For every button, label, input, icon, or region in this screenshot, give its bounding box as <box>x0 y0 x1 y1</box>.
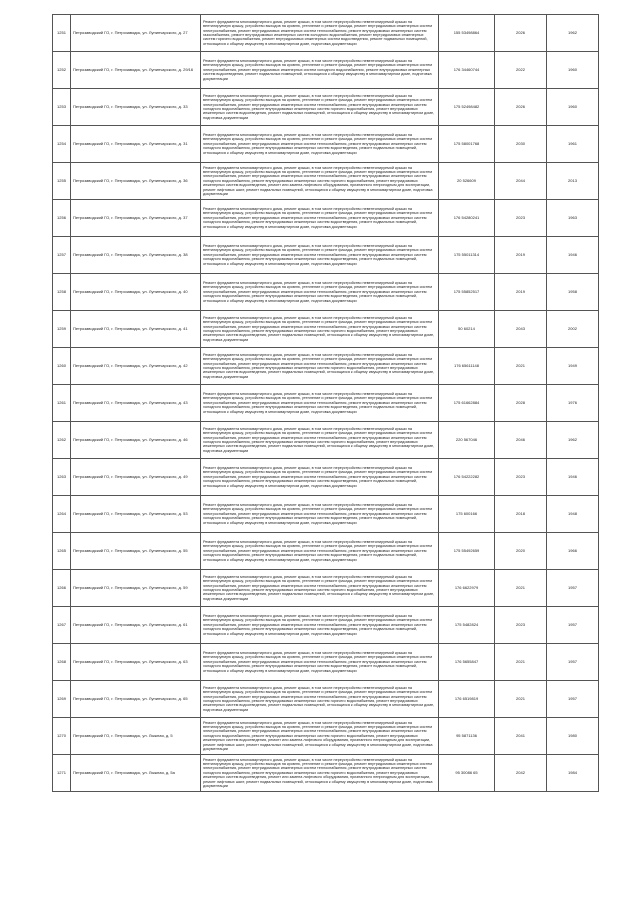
built-year-cell: 1984 <box>547 755 599 792</box>
works-description-cell: Ремонт фундамента многоквартирного дома, ремонт крыши, в том числе переустройство невентилируемой крыши на вентилируемую крышу, устройство выходов на кровлю, утепление и ремонт фасада, ремонт внутридомовых инженерных систем электроснабжения, ремонт внутридомовых инженерных систем теплоснабжения, ремонт внутридомовых инженерных систем холодного водоснабжения, ремонт внутридомовых инженерных систем горячего водоснабжения, ремонт внутридомовых инженерных систем водоотведения, ремонт подвальных помещений, относящихся к общему имуществу в многоквартирном доме, подготовка документации <box>201 89 439 126</box>
row-number-cell: 1266 <box>53 570 71 607</box>
cost-cell: 176 54280241 <box>439 200 495 237</box>
cost-cell: 175 55852517 <box>439 274 495 311</box>
built-year-cell: 1960 <box>547 52 599 89</box>
works-description-cell: Ремонт фундамента многоквартирного дома, ремонт крыши, в том числе переустройство невентилируемой крыши на вентилируемую крышу, устройство выходов на кровлю, утепление и ремонт фасада, ремонт внутридомовых инженерных систем электроснабжения, ремонт внутридомовых инженерных систем теплоснабжения, ремонт внутридомовых инженерных систем холодного водоснабжения, ремонт внутридомовых инженерных систем горячего водоснабжения, ремонт внутридомовых инженерных систем водоотведения, ремонт подвальных помещений, относящихся к общему имуществу в многоквартирном доме, подготовка документации <box>201 311 439 348</box>
address-cell: Петрозаводский ГО, г. Петрозаводск, ул. Лунинчарского, д. 46 <box>71 422 201 459</box>
cost-cell: 20 526609 <box>439 163 495 200</box>
cost-cell: 175 55492659 <box>439 533 495 570</box>
table-row <box>53 274 599 311</box>
table-body <box>53 15 599 792</box>
cost-cell: 175 55011314 <box>439 237 495 274</box>
planned-year-cell: 2021 <box>495 681 547 718</box>
planned-year-cell: 2020 <box>495 533 547 570</box>
works-description-cell: Ремонт фундамента многоквартирного дома, ремонт крыши, в том числе переустройство невентилируемой крыши на вентилируемую крышу, устройство выходов на кровлю, утепление и ремонт фасада, ремонт внутридомовых инженерных систем электроснабжения, ремонт внутридомовых инженерных систем холодного водоснабжения, ремонт внутридомовых инженерных систем водоотведения, ремонт подвальных помещений, относящихся к общему имуществу в многоквартирном доме, подготовка документации <box>201 52 439 89</box>
cost-cell: 220 567046 <box>439 422 495 459</box>
planned-year-cell: 2021 <box>495 348 547 385</box>
address-cell: Петрозаводский ГО, г. Петрозаводск, ул. Лунинчарского, д. 27 <box>71 15 201 52</box>
planned-year-cell: 2018 <box>495 496 547 533</box>
address-cell: Петрозаводский ГО, г. Петрозаводск, ул. Лунинчарского, д. 38 <box>71 237 201 274</box>
planned-year-cell: 2046 <box>495 422 547 459</box>
planned-year-cell: 2022 <box>495 52 547 89</box>
table-row <box>53 89 599 126</box>
cost-cell: 176 65611148 <box>439 348 495 385</box>
table-row <box>53 422 599 459</box>
address-cell: Петрозаводский ГО, г. Петрозаводск, ул. Лунинчарского, д. 55 <box>71 533 201 570</box>
works-description-cell: Ремонт фундамента многоквартирного дома, ремонт крыши, в том числе переустройство невентилируемой крыши на вентилируемую крышу, устройство выходов на кровлю, утепление и ремонт фасада, ремонт внутридомовых инженерных систем электроснабжения, ремонт внутридомовых инженерных систем теплоснабжения, ремонт внутридомовых инженерных систем холодного водоснабжения, ремонт внутридомовых инженерных систем водоотведения, ремонт подвальных помещений, относящихся к общему имуществу в многоквартирном доме, подготовка документации <box>201 459 439 496</box>
works-description-cell: Ремонт фундамента многоквартирного дома, ремонт крыши, в том числе переустройство невентилируемой крыши на вентилируемую крышу, устройство выходов на кровлю, утепление и ремонт фасада, ремонт внутридомовых инженерных систем электроснабжения, ремонт внутридомовых инженерных систем теплоснабжения, ремонт внутридомовых инженерных систем холодного водоснабжения, ремонт внутридомовых инженерных систем водоотведения, ремонт подвальных помещений, относящихся к общему имуществу в многоквартирном доме, подготовка документации <box>201 533 439 570</box>
row-number-cell: 1264 <box>53 496 71 533</box>
row-number-cell: 1268 <box>53 644 71 681</box>
built-year-cell: 1966 <box>547 533 599 570</box>
row-number-cell: 1271 <box>53 755 71 792</box>
address-cell: Петрозаводский ГО, г. Петрозаводск, ул. Лунинчарского, д. 43 <box>71 385 201 422</box>
address-cell: Петрозаводский ГО, г. Петрозаводск, ул. Лунинчарского, д. 53 <box>71 496 201 533</box>
address-cell: Петрозаводский ГО, г. Петрозаводск, ул. Лунинчарского, д. 59 <box>71 570 201 607</box>
table-row <box>53 52 599 89</box>
row-number-cell: 1269 <box>53 681 71 718</box>
row-number-cell: 1251 <box>53 15 71 52</box>
row-number-cell: 1256 <box>53 200 71 237</box>
table-row <box>53 533 599 570</box>
cost-cell: 95 5871136 <box>439 718 495 755</box>
built-year-cell: 1957 <box>547 644 599 681</box>
planned-year-cell: 2043 <box>495 311 547 348</box>
table-row <box>53 755 599 792</box>
row-number-cell: 1259 <box>53 311 71 348</box>
planned-year-cell: 2019 <box>495 274 547 311</box>
address-cell: Петрозаводский ГО, г. Петрозаводск, ул. Лунинчарского, д. 63 <box>71 644 201 681</box>
planned-year-cell: 2023 <box>495 200 547 237</box>
row-number-cell: 1265 <box>53 533 71 570</box>
planned-year-cell: 2019 <box>495 237 547 274</box>
planned-year-cell: 2026 <box>495 89 547 126</box>
works-description-cell: Ремонт фундамента многоквартирного дома, ремонт крыши, в том числе переустройство невентилируемой крыши на вентилируемую крышу, устройство выходов на кровлю, утепление и ремонт фасада, ремонт внутридомовых инженерных систем электроснабжения, ремонт внутридомовых инженерных систем теплоснабжения, ремонт внутридомовых инженерных систем холодного водоснабжения, ремонт внутридомовых инженерных систем водоотведения, ремонт подвальных помещений, относящихся к общему имуществу в многоквартирном доме, подготовка документации <box>201 607 439 644</box>
address-cell: Петрозаводский ГО, г. Петрозаводск, ул. Лунинчарского, д. 65 <box>71 681 201 718</box>
works-description-cell: Ремонт фундамента многоквартирного дома, ремонт крыши, в том числе переустройство невентилируемой крыши на вентилируемую крышу, устройство выходов на кровлю, утепление и ремонт фасада, ремонт внутридомовых инженерных систем электроснабжения, ремонт внутридомовых инженерных систем теплоснабжения, ремонт внутридомовых инженерных систем газоснабжения, ремонт внутридомовых инженерных систем холодного водоснабжения, ремонт внутридомовых инженерных систем горячего водоснабжения, ремонт внутридомовых инженерных систем водоотведения, ремонт подвальных помещений, относящихся к общему имуществу в многоквартирном доме, подготовка документации <box>201 15 439 52</box>
table-row <box>53 385 599 422</box>
row-number-cell: 1260 <box>53 348 71 385</box>
table-row <box>53 311 599 348</box>
works-description-cell: Ремонт фундамента многоквартирного дома, ремонт крыши, в том числе переустройство невентилируемой крыши на вентилируемую крышу, устройство выходов на кровлю, утепление и ремонт фасада, ремонт внутридомовых инженерных систем электроснабжения, ремонт внутридомовых инженерных систем теплоснабжения, ремонт внутридомовых инженерных систем холодного водоснабжения, ремонт внутридомовых инженерных систем водоотведения, ремонт подвальных помещений, относящихся к общему имуществу в многоквартирном доме, подготовка документации <box>201 237 439 274</box>
works-description-cell: Ремонт фундамента многоквартирного дома, ремонт крыши, в том числе переустройство невентилируемой крыши на вентилируемую крышу, устройство выходов на кровлю, утепление и ремонт фасада, ремонт внутридомовых инженерных систем электроснабжения, ремонт внутридомовых инженерных систем теплоснабжения, ремонт внутридомовых инженерных систем холодного водоснабжения, ремонт внутридомовых инженерных систем горячего водоснабжения, ремонт внутридомовых инженерных систем водоотведения, ремонт или замена лифтового оборудования, признанного непригодным для эксплуатации, ремонт лифтовых шахт, ремонт подвальных помещений, относящихся к общему имуществу в многоквартирном доме, подготовка документации <box>201 718 439 755</box>
table-row <box>53 200 599 237</box>
address-cell: Петрозаводский ГО, г. Петрозаводск, ул. Лыжная, д. 5а <box>71 755 201 792</box>
built-year-cell: 1957 <box>547 570 599 607</box>
cost-cell: 50 60214 <box>439 311 495 348</box>
table-row <box>53 718 599 755</box>
row-number-cell: 1261 <box>53 385 71 422</box>
row-number-cell: 1270 <box>53 718 71 755</box>
cost-cell: 176 54222282 <box>439 459 495 496</box>
built-year-cell: 1960 <box>547 89 599 126</box>
works-description-cell: Ремонт фундамента многоквартирного дома, ремонт крыши, в том числе переустройство невентилируемой крыши на вентилируемую крышу, устройство выходов на кровлю, утепление и ремонт фасада, ремонт внутридомовых инженерных систем электроснабжения, ремонт внутридомовых инженерных систем теплоснабжения, ремонт внутридомовых инженерных систем холодного водоснабжения, ремонт внутридомовых инженерных систем водоотведения, ремонт подвальных помещений, относящихся к общему имуществу в многоквартирном доме, подготовка документации <box>201 200 439 237</box>
cost-cell: 175 58001768 <box>439 126 495 163</box>
row-number-cell: 1267 <box>53 607 71 644</box>
built-year-cell: 1980 <box>547 718 599 755</box>
address-cell: Петрозаводский ГО, г. Петрозаводск, ул. Лунинчарского, д. 42 <box>71 348 201 385</box>
planned-year-cell: 2044 <box>495 163 547 200</box>
address-cell: Петрозаводский ГО, г. Петрозаводск, ул. Лунинчарского, д. 31 <box>71 126 201 163</box>
works-description-cell: Ремонт фундамента многоквартирного дома, ремонт крыши, в том числе переустройство невентилируемой крыши на вентилируемую крышу, устройство выходов на кровлю, утепление и ремонт фасада, ремонт внутридомовых инженерных систем электроснабжения, ремонт внутридомовых инженерных систем теплоснабжения, ремонт внутридомовых инженерных систем холодного водоснабжения, ремонт внутридомовых инженерных систем водоотведения, ремонт подвальных помещений, относящихся к общему имуществу в многоквартирном доме, подготовка документации <box>201 274 439 311</box>
cost-cell: 175 52498482 <box>439 89 495 126</box>
table-row <box>53 15 599 52</box>
built-year-cell: 1957 <box>547 681 599 718</box>
table-row <box>53 496 599 533</box>
row-number-cell: 1254 <box>53 126 71 163</box>
address-cell: Петрозаводский ГО, г. Петрозаводск, ул. Лунинчарского, д. 41 <box>71 311 201 348</box>
table-row <box>53 459 599 496</box>
capital-repair-table <box>52 14 599 792</box>
row-number-cell: 1257 <box>53 237 71 274</box>
works-description-cell: Ремонт фундамента многоквартирного дома, ремонт крыши, в том числе переустройство невентилируемой крыши на вентилируемую крышу, устройство выходов на кровлю, утепление и ремонт фасада, ремонт внутридомовых инженерных систем электроснабжения, ремонт внутридомовых инженерных систем теплоснабжения, ремонт внутридомовых инженерных систем холодного водоснабжения, ремонт внутридомовых инженерных систем водоотведения, ремонт подвальных помещений, относящихся к общему имуществу в многоквартирном доме, подготовка документации <box>201 496 439 533</box>
address-cell: Петрозаводский ГО, г. Петрозаводск, ул. Лунинчарского, д. 40 <box>71 274 201 311</box>
built-year-cell: 1948 <box>547 496 599 533</box>
cost-cell: 155 53498864 <box>439 15 495 52</box>
built-year-cell: 1958 <box>547 274 599 311</box>
row-number-cell: 1255 <box>53 163 71 200</box>
address-cell: Петрозаводский ГО, г. Петрозаводск, ул. Лыжная, д. 5 <box>71 718 201 755</box>
row-number-cell: 1252 <box>53 52 71 89</box>
cost-cell: 176 6622979 <box>439 570 495 607</box>
address-cell: Петрозаводский ГО, г. Петрозаводск, ул. Лунинчарского, д. 37 <box>71 200 201 237</box>
address-cell: Петрозаводский ГО, г. Петрозаводск, ул. Лунинчарского, д. 36 <box>71 163 201 200</box>
table-row <box>53 237 599 274</box>
cost-cell: 175 600166 <box>439 496 495 533</box>
works-description-cell: Ремонт фундамента многоквартирного дома, ремонт крыши, в том числе переустройство невентилируемой крыши на вентилируемую крышу, устройство выходов на кровлю, утепление и ремонт фасада, ремонт внутридомовых инженерных систем электроснабжения, ремонт внутридомовых инженерных систем теплоснабжения, ремонт внутридомовых инженерных систем холодного водоснабжения, ремонт внутридомовых инженерных систем горячего водоснабжения, ремонт внутридомовых инженерных систем водоотведения, ремонт подвальных помещений, относящихся к общему имуществу в многоквартирном доме, подготовка документации <box>201 422 439 459</box>
address-cell: Петрозаводский ГО, г. Петрозаводск, ул. Лунинчарского, д. 29/16 <box>71 52 201 89</box>
planned-year-cell: 2030 <box>495 126 547 163</box>
cost-cell: 95 30086 65 <box>439 755 495 792</box>
works-description-cell: Ремонт фундамента многоквартирного дома, ремонт крыши, в том числе переустройство невентилируемой крыши на вентилируемую крышу, устройство выходов на кровлю, утепление и ремонт фасада, ремонт внутридомовых инженерных систем электроснабжения, ремонт внутридомовых инженерных систем теплоснабжения, ремонт внутридомовых инженерных систем холодного водоснабжения, ремонт внутридомовых инженерных систем горячего водоснабжения, ремонт внутридомовых инженерных систем водоотведения, ремонт подвальных помещений, относящихся к общему имуществу в многоквартирном доме, подготовка документации <box>201 570 439 607</box>
built-year-cell: 1949 <box>547 348 599 385</box>
works-description-cell: Ремонт фундамента многоквартирного дома, ремонт крыши, в том числе переустройство невентилируемой крыши на вентилируемую крышу, устройство выходов на кровлю, утепление и ремонт фасада, ремонт внутридомовых инженерных систем электроснабжения, ремонт внутридомовых инженерных систем теплоснабжения, ремонт внутридомовых инженерных систем холодного водоснабжения, ремонт внутридомовых инженерных систем горячего водоснабжения, ремонт внутридомовых инженерных систем водоотведения, ремонт или замена лифтового оборудования, признанного непригодным для эксплуатации, ремонт лифтовых шахт, ремонт подвальных помещений, относящихся к общему имуществу в многоквартирном доме, подготовка документации <box>201 755 439 792</box>
planned-year-cell: 2023 <box>495 607 547 644</box>
document-page <box>52 14 598 792</box>
table-row <box>53 644 599 681</box>
planned-year-cell: 2023 <box>495 459 547 496</box>
built-year-cell: 1963 <box>547 200 599 237</box>
table-row <box>53 681 599 718</box>
cost-cell: 175 61662884 <box>439 385 495 422</box>
table-row <box>53 570 599 607</box>
address-cell: Петрозаводский ГО, г. Петрозаводск, ул. Лунинчарского, д. 61 <box>71 607 201 644</box>
built-year-cell: 2013 <box>547 163 599 200</box>
planned-year-cell: 2021 <box>495 570 547 607</box>
works-description-cell: Ремонт фундамента многоквартирного дома, ремонт крыши, в том числе переустройство невентилируемой крыши на вентилируемую крышу, устройство выходов на кровлю, утепление и ремонт фасада, ремонт внутридомовых инженерных систем электроснабжения, ремонт внутридомовых инженерных систем теплоснабжения, ремонт внутридомовых инженерных систем холодного водоснабжения, ремонт внутридомовых инженерных систем горячего водоснабжения, ремонт внутридомовых инженерных систем водоотведения, ремонт или замена лифтового оборудования, признанного непригодным для эксплуатации, ремонт лифтовых шахт, ремонт подвальных помещений, относящихся к общему имуществу в многоквартирном доме, подготовка документации <box>201 163 439 200</box>
works-description-cell: Ремонт фундамента многоквартирного дома, ремонт крыши, в том числе переустройство невентилируемой крыши на вентилируемую крышу, устройство выходов на кровлю, утепление и ремонт фасада, ремонт внутридомовых инженерных систем электроснабжения, ремонт внутридомовых инженерных систем теплоснабжения, ремонт внутридомовых инженерных систем холодного водоснабжения, ремонт внутридомовых инженерных систем горячего водоснабжения, ремонт внутридомовых инженерных систем водоотведения, ремонт подвальных помещений, относящихся к общему имуществу в многоквартирном доме, подготовка документации <box>201 348 439 385</box>
works-description-cell: Ремонт фундамента многоквартирного дома, ремонт крыши, в том числе переустройство невентилируемой крыши на вентилируемую крышу, устройство выходов на кровлю, утепление и ремонт фасада, ремонт внутридомовых инженерных систем электроснабжения, ремонт внутридомовых инженерных систем теплоснабжения, ремонт внутридомовых инженерных систем холодного водоснабжения, ремонт внутридомовых инженерных систем водоотведения, ремонт подвальных помещений, относящихся к общему имуществу в многоквартирном доме, подготовка документации <box>201 126 439 163</box>
table-row <box>53 163 599 200</box>
table-row <box>53 607 599 644</box>
row-number-cell: 1253 <box>53 89 71 126</box>
cost-cell: 176 6519819 <box>439 681 495 718</box>
built-year-cell: 1946 <box>547 459 599 496</box>
row-number-cell: 1262 <box>53 422 71 459</box>
planned-year-cell: 2028 <box>495 385 547 422</box>
cost-cell: 176 34460744 <box>439 52 495 89</box>
works-description-cell: Ремонт фундамента многоквартирного дома, ремонт крыши, в том числе переустройство невентилируемой крыши на вентилируемую крышу, устройство выходов на кровлю, утепление и ремонт фасада, ремонт внутридомовых инженерных систем электроснабжения, ремонт внутридомовых инженерных систем теплоснабжения, ремонт внутридомовых инженерных систем холодного водоснабжения, ремонт внутридомовых инженерных систем горячего водоснабжения, ремонт внутридомовых инженерных систем водоотведения, ремонт подвальных помещений, относящихся к общему имуществу в многоквартирном доме, подготовка документации <box>201 681 439 718</box>
built-year-cell: 1976 <box>547 385 599 422</box>
table-row <box>53 126 599 163</box>
cost-cell: 175 5482824 <box>439 607 495 644</box>
planned-year-cell: 2042 <box>495 755 547 792</box>
planned-year-cell: 2021 <box>495 644 547 681</box>
built-year-cell: 1961 <box>547 126 599 163</box>
address-cell: Петрозаводский ГО, г. Петрозаводск, ул. Лунинчарского, д. 33 <box>71 89 201 126</box>
built-year-cell: 2002 <box>547 311 599 348</box>
table-row <box>53 348 599 385</box>
built-year-cell: 1946 <box>547 237 599 274</box>
built-year-cell: 1962 <box>547 15 599 52</box>
row-number-cell: 1263 <box>53 459 71 496</box>
row-number-cell: 1258 <box>53 274 71 311</box>
planned-year-cell: 2041 <box>495 718 547 755</box>
cost-cell: 176 5655847 <box>439 644 495 681</box>
works-description-cell: Ремонт фундамента многоквартирного дома, ремонт крыши, в том числе переустройство невентилируемой крыши на вентилируемую крышу, устройство выходов на кровлю, утепление и ремонт фасада, ремонт внутридомовых инженерных систем электроснабжения, ремонт внутридомовых инженерных систем теплоснабжения, ремонт внутридомовых инженерных систем холодного водоснабжения, ремонт внутридомовых инженерных систем водоотведения, ремонт подвальных помещений, относящихся к общему имуществу в многоквартирном доме, подготовка документации <box>201 385 439 422</box>
planned-year-cell: 2026 <box>495 15 547 52</box>
built-year-cell: 1962 <box>547 422 599 459</box>
built-year-cell: 1957 <box>547 607 599 644</box>
address-cell: Петрозаводский ГО, г. Петрозаводск, ул. Лунинчарского, д. 49 <box>71 459 201 496</box>
works-description-cell: Ремонт фундамента многоквартирного дома, ремонт крыши, в том числе переустройство невентилируемой крыши на вентилируемую крышу, устройство выходов на кровлю, утепление и ремонт фасада, ремонт внутридомовых инженерных систем электроснабжения, ремонт внутридомовых инженерных систем теплоснабжения, ремонт внутридомовых инженерных систем холодного водоснабжения, ремонт внутридомовых инженерных систем водоотведения, ремонт подвальных помещений, относящихся к общему имуществу в многоквартирном доме, подготовка документации <box>201 644 439 681</box>
